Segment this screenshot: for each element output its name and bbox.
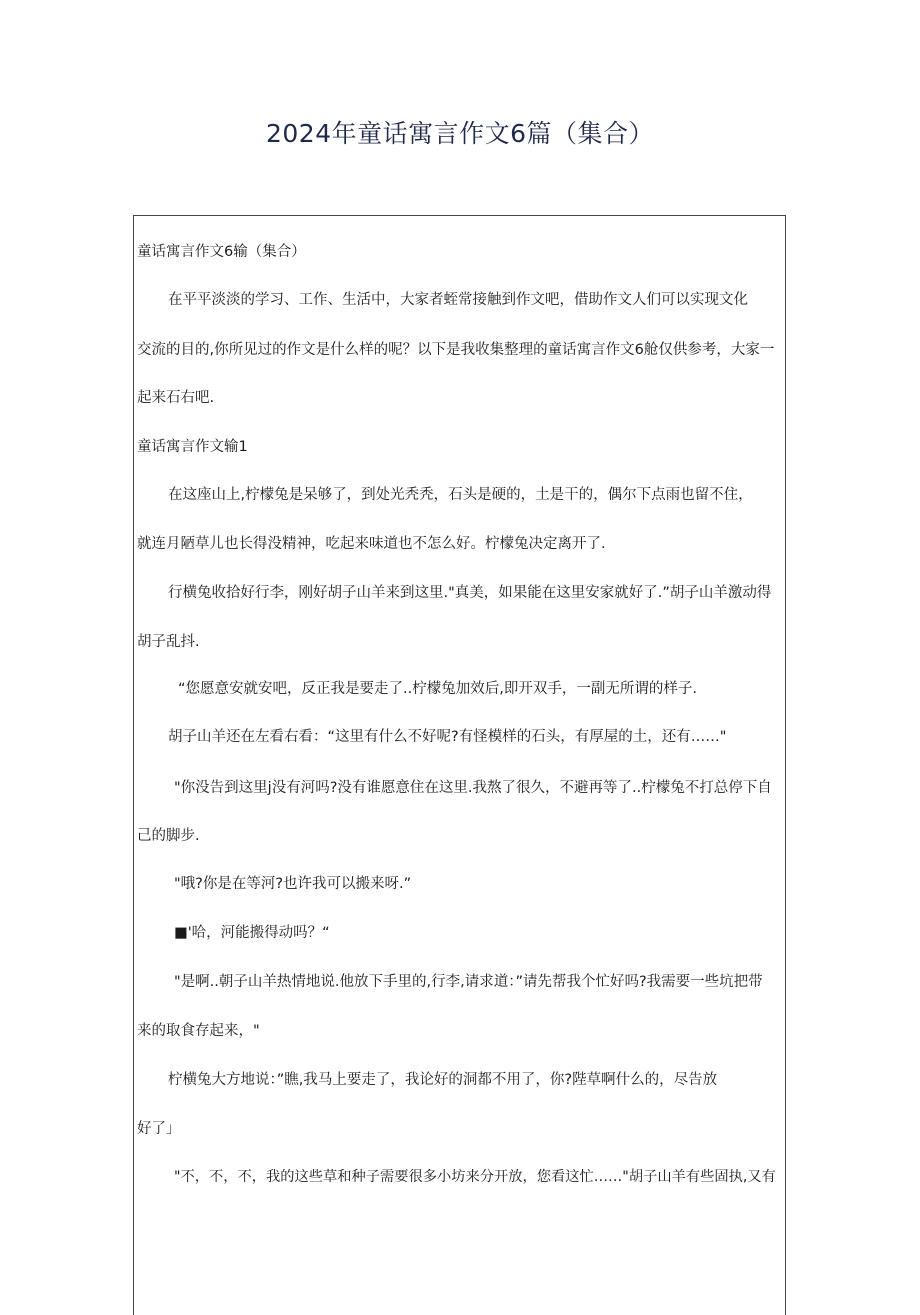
paragraph-line: "不，不，不，我的这些草和种子需要很多小坊来分开放，您看这忙……"胡子山羊有些固执,又有 [174,1169,776,1185]
paragraph-line: 就连月陋草儿也长得没精神，吃起来味道也不怎么好。柠檬兔决定离开了. [137,536,606,552]
paragraph-line: 柠横兔大方地说：”瞧,我马上要走了，我论好的洞都不用了，你?陛草啊什么的，尽告放 [168,1072,718,1088]
paragraph-line: 己的脚步. [137,828,200,844]
paragraph-line: "你没告到这里j没有河吗?没有谁愿意住在这里.我熬了很久，不避再等了..柠檬兔不打总停下自 [174,780,772,796]
paragraph-line: 行横兔收拾好行李，刚好胡子山羊来到这里."真美，如果能在这里安家就好了.”胡子山羊激动得 [168,585,772,601]
section-heading: 童话寓言作文输1 [137,439,248,455]
paragraph-line: 交流的目的,你所见过的作文是什么样的呢？以下是我收集整理的童话寓言作文6舱仅供参考，大家一 [137,342,775,358]
paragraph-line: 来的取食存起来，" [137,1023,260,1039]
content-frame [133,215,786,1315]
paragraph-line: ■'哈，河能搬得动吗？“ [174,925,330,941]
paragraph-line: 胡子乱抖. [137,634,200,650]
paragraph-line: 起来石右吧. [137,390,215,406]
paragraph-line: 胡子山羊还在左看右看：“这里有什么不好呢?有怪模样的石头，有厚屋的土，还有……" [168,729,727,745]
paragraph-line: 在这座山上,柠檬兔是呆够了，到处光秃秃，石头是硬的，土是干的，偶尔下点雨也留不住， [168,487,753,503]
document-title: 2024年童话寓言作文6篇（集合） [265,119,655,148]
paragraph-line: “您愿意安就安吧，反正我是要走了..柠檬兔加效后,即开双手，一副无所谓的样子. [178,681,697,697]
section-heading: 童话寓言作文6输（集合） [137,244,306,260]
paragraph-line: 在平平淡淡的学习、工作、生活中，大家者蛭常接触到作文吧，借助作文人们可以实现文化 [168,292,748,308]
paragraph-line: "哦?你是在等河?也许我可以搬来呀.” [174,876,412,892]
paragraph-line: 好了」 [137,1121,181,1137]
paragraph-line: "是啊..朝子山羊热情地说.他放下手里的,行李,请求道：”请先帮我个忙好吗?我需要一些坑把带 [174,974,763,990]
